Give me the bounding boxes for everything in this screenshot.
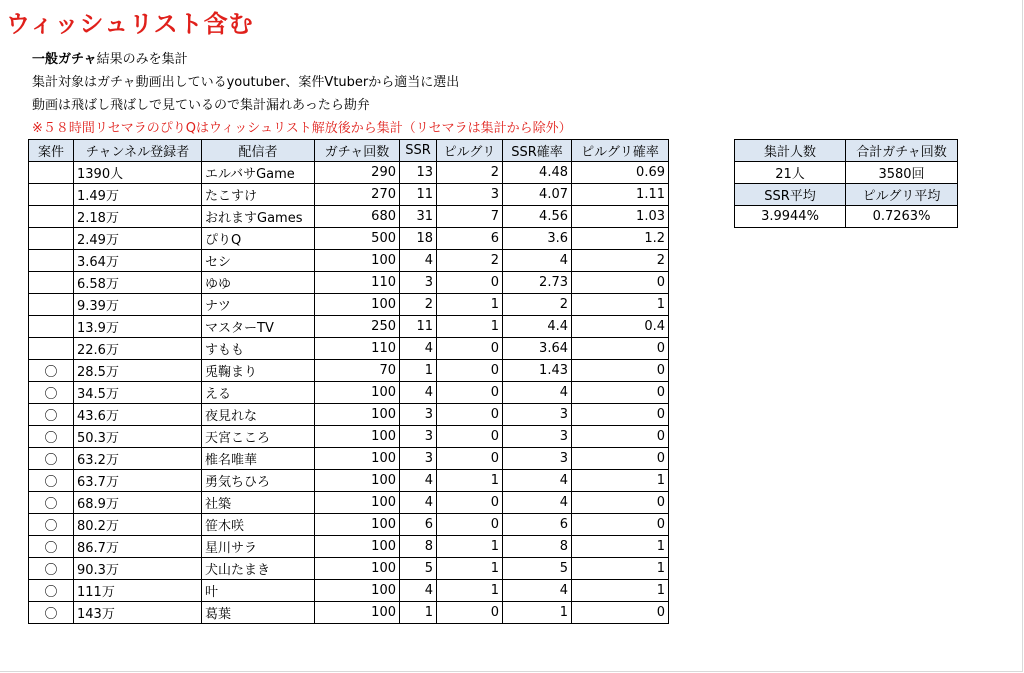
pilgrim-rate-cell: 0 <box>572 272 669 294</box>
ssr-rate-cell: 2 <box>503 294 572 316</box>
pilgrim-rate-cell: 0 <box>572 448 669 470</box>
pilgrim-cell: 6 <box>437 228 503 250</box>
ssr-cell: 18 <box>400 228 437 250</box>
pull-count-cell: 100 <box>315 448 400 470</box>
pilgrim-rate-cell: 1.2 <box>572 228 669 250</box>
table-row <box>29 470 669 492</box>
subscribers-cell: 80.2万 <box>74 514 202 536</box>
header-cell: SSR確率 <box>503 140 572 162</box>
header-cell: ピルグリ確率 <box>572 140 669 162</box>
ssr-rate-cell: 5 <box>503 558 572 580</box>
table-row <box>29 184 669 206</box>
subscribers-cell: 68.9万 <box>74 492 202 514</box>
pilgrim-rate-cell: 0 <box>572 382 669 404</box>
ssr-rate-cell: 3.6 <box>503 228 572 250</box>
ssr-cell: 1 <box>400 602 437 624</box>
pull-count-cell: 100 <box>315 536 400 558</box>
ssr-cell: 31 <box>400 206 437 228</box>
summary-value-ssr-avg: 3.9944% <box>735 206 846 228</box>
ssr-rate-cell: 1 <box>503 602 572 624</box>
pull-count-cell: 250 <box>315 316 400 338</box>
pull-count-cell: 100 <box>315 602 400 624</box>
table-row <box>29 162 669 184</box>
streamer-cell: える <box>202 382 315 404</box>
streamer-cell: セシ <box>202 250 315 272</box>
pull-count-cell: 100 <box>315 404 400 426</box>
pilgrim-rate-cell: 0 <box>572 514 669 536</box>
header-cell: ピルグリ <box>437 140 503 162</box>
subscribers-cell: 90.3万 <box>74 558 202 580</box>
note-line-3: 動画は飛ばし飛ばしで見ているので集計漏れあったら勘弁 <box>32 98 370 113</box>
case-cell <box>29 206 74 228</box>
ssr-cell: 4 <box>400 470 437 492</box>
subscribers-cell: 6.58万 <box>74 272 202 294</box>
ssr-rate-cell: 1.43 <box>503 360 572 382</box>
table-row <box>29 448 669 470</box>
page-title: ウィッシュリスト含む <box>6 10 254 38</box>
ssr-rate-cell: 4 <box>503 580 572 602</box>
table-row <box>29 294 669 316</box>
subscribers-cell: 22.6万 <box>74 338 202 360</box>
ssr-cell: 2 <box>400 294 437 316</box>
ssr-rate-cell: 4.07 <box>503 184 572 206</box>
case-cell: 〇 <box>29 404 74 426</box>
pilgrim-rate-cell: 0.69 <box>572 162 669 184</box>
subscribers-cell: 143万 <box>74 602 202 624</box>
pull-count-cell: 100 <box>315 426 400 448</box>
table-row <box>29 558 669 580</box>
table-row <box>29 206 669 228</box>
case-cell: 〇 <box>29 470 74 492</box>
pull-count-cell: 70 <box>315 360 400 382</box>
table-row <box>29 382 669 404</box>
streamer-cell: 葛葉 <box>202 602 315 624</box>
ssr-cell: 4 <box>400 382 437 404</box>
streamer-cell: たこすけ <box>202 184 315 206</box>
case-cell: 〇 <box>29 492 74 514</box>
summary-header-ssr-avg: SSR平均 <box>735 184 846 206</box>
note-line-1-rest: 結果のみを集計 <box>96 52 188 67</box>
pull-count-cell: 500 <box>315 228 400 250</box>
ssr-cell: 4 <box>400 580 437 602</box>
ssr-rate-cell: 4 <box>503 250 572 272</box>
case-cell: 〇 <box>29 602 74 624</box>
case-cell <box>29 338 74 360</box>
ssr-cell: 4 <box>400 338 437 360</box>
table-row <box>29 228 669 250</box>
pull-count-cell: 100 <box>315 514 400 536</box>
ssr-cell: 3 <box>400 426 437 448</box>
subscribers-cell: 13.9万 <box>74 316 202 338</box>
table-row <box>29 360 669 382</box>
pilgrim-cell: 0 <box>437 492 503 514</box>
note-line-2: 集計対象はガチャ動画出しているyoutuber、案件Vtuberから適当に選出 <box>32 75 460 90</box>
pull-count-cell: 100 <box>315 580 400 602</box>
subscribers-cell: 34.5万 <box>74 382 202 404</box>
ssr-rate-cell: 4.56 <box>503 206 572 228</box>
pilgrim-rate-cell: 0 <box>572 338 669 360</box>
pilgrim-cell: 2 <box>437 250 503 272</box>
summary-value-count: 21人 <box>735 162 846 184</box>
pilgrim-rate-cell: 0 <box>572 492 669 514</box>
ssr-cell: 6 <box>400 514 437 536</box>
streamer-cell: ぴりQ <box>202 228 315 250</box>
streamer-cell: 叶 <box>202 580 315 602</box>
subscribers-cell: 1390人 <box>74 162 202 184</box>
case-cell <box>29 250 74 272</box>
case-cell <box>29 228 74 250</box>
table-row <box>29 514 669 536</box>
ssr-rate-cell: 4 <box>503 470 572 492</box>
streamer-cell: ゆゆ <box>202 272 315 294</box>
case-cell: 〇 <box>29 382 74 404</box>
case-cell <box>29 162 74 184</box>
summary-header-pilgrim-avg: ピルグリ平均 <box>846 184 958 206</box>
table-row <box>29 536 669 558</box>
ssr-rate-cell: 6 <box>503 514 572 536</box>
pull-count-cell: 100 <box>315 558 400 580</box>
gacha-results-table <box>28 139 669 624</box>
pull-count-cell: 110 <box>315 338 400 360</box>
streamer-cell: 笹木咲 <box>202 514 315 536</box>
ssr-cell: 3 <box>400 272 437 294</box>
streamer-cell: 天宮こころ <box>202 426 315 448</box>
case-cell <box>29 272 74 294</box>
pilgrim-rate-cell: 1 <box>572 470 669 492</box>
header-cell: ガチャ回数 <box>315 140 400 162</box>
streamer-cell: おれますGames <box>202 206 315 228</box>
streamer-cell: 勇気ちひろ <box>202 470 315 492</box>
table-body <box>29 162 669 624</box>
pilgrim-rate-cell: 0 <box>572 360 669 382</box>
pilgrim-cell: 1 <box>437 294 503 316</box>
ssr-rate-cell: 8 <box>503 536 572 558</box>
ssr-rate-cell: 4.48 <box>503 162 572 184</box>
streamer-cell: エルバサGame <box>202 162 315 184</box>
ssr-cell: 8 <box>400 536 437 558</box>
ssr-cell: 1 <box>400 360 437 382</box>
streamer-cell: ナツ <box>202 294 315 316</box>
case-cell <box>29 294 74 316</box>
pilgrim-rate-cell: 1 <box>572 558 669 580</box>
subscribers-cell: 9.39万 <box>74 294 202 316</box>
table-row <box>29 272 669 294</box>
pilgrim-rate-cell: 0 <box>572 404 669 426</box>
subscribers-cell: 3.64万 <box>74 250 202 272</box>
table-row <box>29 492 669 514</box>
pilgrim-rate-cell: 0.4 <box>572 316 669 338</box>
case-cell <box>29 184 74 206</box>
streamer-cell: 社築 <box>202 492 315 514</box>
table-header-row <box>29 140 669 162</box>
streamer-cell: 星川サラ <box>202 536 315 558</box>
note-line-4-warning: ※５８時間リセマラのぴりQはウィッシュリスト解放後から集計（リセマラは集計から除外） <box>32 121 572 136</box>
streamer-cell: 兎鞠まり <box>202 360 315 382</box>
ssr-rate-cell: 4 <box>503 492 572 514</box>
ssr-rate-cell: 3.64 <box>503 338 572 360</box>
pilgrim-rate-cell: 0 <box>572 426 669 448</box>
table-row <box>29 316 669 338</box>
subscribers-cell: 86.7万 <box>74 536 202 558</box>
pilgrim-rate-cell: 1 <box>572 294 669 316</box>
header-cell: 配信者 <box>202 140 315 162</box>
pilgrim-rate-cell: 1 <box>572 580 669 602</box>
header-cell: チャンネル登録者 <box>74 140 202 162</box>
pilgrim-rate-cell: 1.11 <box>572 184 669 206</box>
ssr-cell: 3 <box>400 404 437 426</box>
pull-count-cell: 100 <box>315 294 400 316</box>
pilgrim-cell: 0 <box>437 272 503 294</box>
ssr-cell: 11 <box>400 316 437 338</box>
summary-header-row <box>735 184 958 206</box>
pull-count-cell: 270 <box>315 184 400 206</box>
ssr-cell: 4 <box>400 250 437 272</box>
summary-value-total-pulls: 3580回 <box>846 162 958 184</box>
case-cell: 〇 <box>29 426 74 448</box>
pilgrim-cell: 1 <box>437 536 503 558</box>
ssr-cell: 5 <box>400 558 437 580</box>
streamer-cell: マスターTV <box>202 316 315 338</box>
pilgrim-cell: 0 <box>437 448 503 470</box>
case-cell: 〇 <box>29 580 74 602</box>
pull-count-cell: 110 <box>315 272 400 294</box>
subscribers-cell: 63.2万 <box>74 448 202 470</box>
header-cell: SSR <box>400 140 437 162</box>
note-line-1 <box>32 48 572 71</box>
subscribers-cell: 50.3万 <box>74 426 202 448</box>
subscribers-cell: 43.6万 <box>74 404 202 426</box>
pilgrim-cell: 0 <box>437 382 503 404</box>
pilgrim-cell: 0 <box>437 404 503 426</box>
notes <box>32 48 572 140</box>
ssr-rate-cell: 4 <box>503 382 572 404</box>
case-cell: 〇 <box>29 448 74 470</box>
pull-count-cell: 100 <box>315 250 400 272</box>
summary-value-row <box>735 206 958 228</box>
pilgrim-rate-cell: 1 <box>572 536 669 558</box>
ssr-rate-cell: 3 <box>503 426 572 448</box>
table-row <box>29 426 669 448</box>
pilgrim-cell: 0 <box>437 426 503 448</box>
case-cell <box>29 316 74 338</box>
pilgrim-cell: 7 <box>437 206 503 228</box>
pilgrim-cell: 3 <box>437 184 503 206</box>
subscribers-cell: 28.5万 <box>74 360 202 382</box>
table-row <box>29 250 669 272</box>
streamer-cell: 夜見れな <box>202 404 315 426</box>
table-row <box>29 338 669 360</box>
pilgrim-cell: 0 <box>437 338 503 360</box>
table-row <box>29 404 669 426</box>
table-row <box>29 602 669 624</box>
ssr-rate-cell: 3 <box>503 404 572 426</box>
pilgrim-cell: 1 <box>437 558 503 580</box>
summary-header-row <box>735 140 958 162</box>
case-cell: 〇 <box>29 514 74 536</box>
ssr-rate-cell: 4.4 <box>503 316 572 338</box>
pull-count-cell: 100 <box>315 492 400 514</box>
subscribers-cell: 1.49万 <box>74 184 202 206</box>
table-row <box>29 580 669 602</box>
ssr-rate-cell: 2.73 <box>503 272 572 294</box>
pilgrim-cell: 0 <box>437 360 503 382</box>
pilgrim-cell: 1 <box>437 470 503 492</box>
pilgrim-cell: 0 <box>437 602 503 624</box>
streamer-cell: すもも <box>202 338 315 360</box>
subscribers-cell: 63.7万 <box>74 470 202 492</box>
summary-header-count: 集計人数 <box>735 140 846 162</box>
pilgrim-rate-cell: 2 <box>572 250 669 272</box>
ssr-rate-cell: 3 <box>503 448 572 470</box>
ssr-cell: 13 <box>400 162 437 184</box>
pilgrim-cell: 2 <box>437 162 503 184</box>
pilgrim-cell: 0 <box>437 514 503 536</box>
pilgrim-cell: 1 <box>437 580 503 602</box>
case-cell: 〇 <box>29 360 74 382</box>
ssr-cell: 4 <box>400 492 437 514</box>
pull-count-cell: 100 <box>315 470 400 492</box>
pull-count-cell: 100 <box>315 382 400 404</box>
streamer-cell: 椎名唯華 <box>202 448 315 470</box>
pilgrim-rate-cell: 1.03 <box>572 206 669 228</box>
pull-count-cell: 680 <box>315 206 400 228</box>
case-cell: 〇 <box>29 536 74 558</box>
subscribers-cell: 2.18万 <box>74 206 202 228</box>
streamer-cell: 犬山たまき <box>202 558 315 580</box>
subscribers-cell: 2.49万 <box>74 228 202 250</box>
pilgrim-rate-cell: 0 <box>572 602 669 624</box>
header-cell: 案件 <box>29 140 74 162</box>
case-cell: 〇 <box>29 558 74 580</box>
summary-value-row <box>735 162 958 184</box>
summary-table <box>734 139 958 228</box>
pilgrim-cell: 1 <box>437 316 503 338</box>
subscribers-cell: 111万 <box>74 580 202 602</box>
pull-count-cell: 290 <box>315 162 400 184</box>
ssr-cell: 3 <box>400 448 437 470</box>
summary-header-total-pulls: 合計ガチャ回数 <box>846 140 958 162</box>
note-line-1-bold: 一般ガチャ <box>32 52 97 67</box>
summary-value-pilgrim-avg: 0.7263% <box>846 206 958 228</box>
ssr-cell: 11 <box>400 184 437 206</box>
